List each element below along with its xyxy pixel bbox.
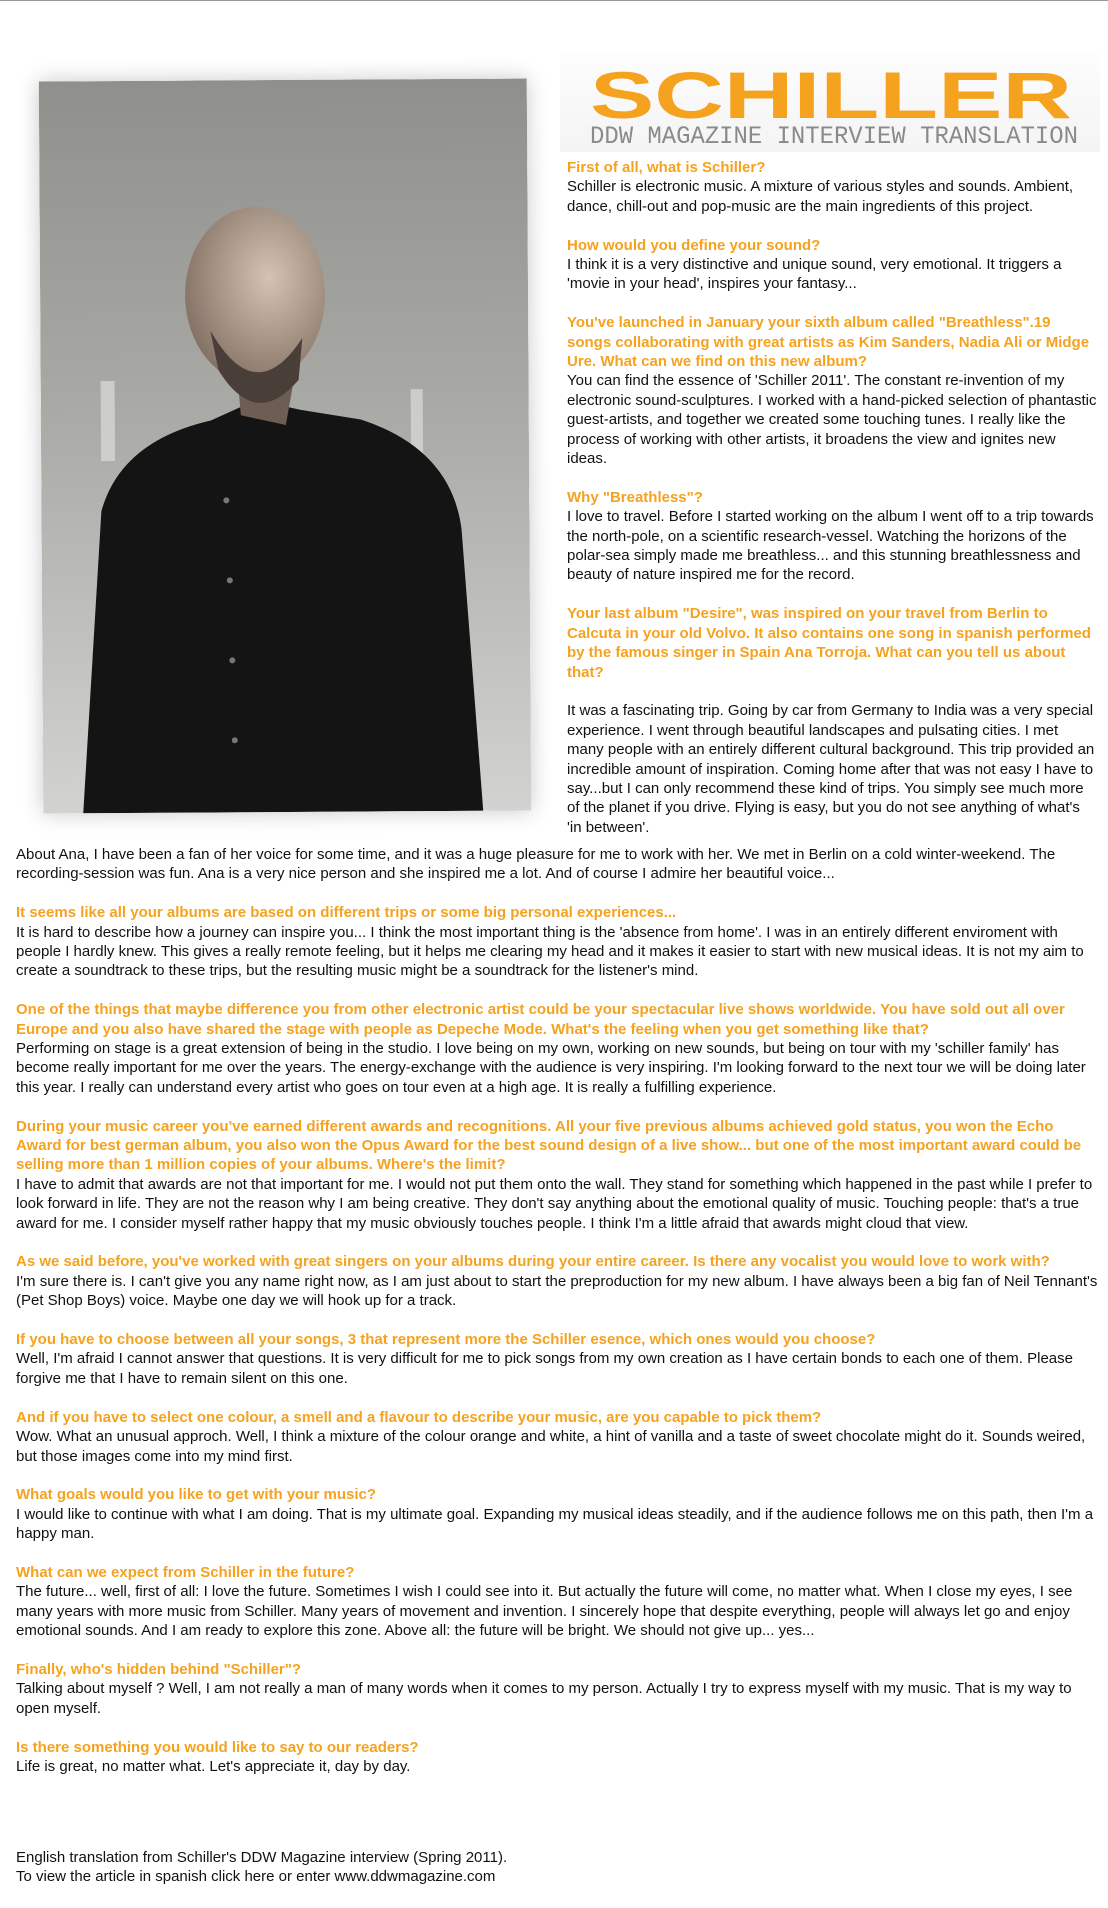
logo-subtitle: DDW MAGAZINE INTERVIEW TRANSLATION	[590, 122, 1078, 151]
schiller-logo-header	[560, 52, 1100, 152]
answer: You can find the essence of 'Schiller 2011'. The constant re-invention of my electronic sound-sculptures. I worked with a hand-picked selection of phantastic guest-artists, and together we created some touching tunes. I really like the process of working with other artists, it broadens the view and ignites new ideas.	[567, 372, 1097, 468]
question: During your music career you've earned different awards and recognitions. All your five previous albums achieved gold status, you won the Echo Award for best german album, you also won the Opus Award for the best sound design of a live show... but one of the most important award could be selling more than 1 million copies of your albums. Where's the limit?	[16, 1117, 1082, 1174]
question: It seems like all your albums are based on different trips or some big personal experiences...	[16, 904, 677, 922]
answer: I have to admit that awards are not that important for me. I would not put them onto the wall. They stand for something which happened in the past while I prefer to look forward in life. They are not the reason why I am being creative. They don't say anything about the emotional quality of music. Touching people: that's a true award for me. I consider myself rather happy that my music obviously touches people. I think I'm a little afraid that awards might cloud that view.	[16, 1175, 1093, 1232]
answer: The future... well, first of all: I love the future. Sometimes I wish I could see into it. But actually the future will come, no matter what. When I close my eyes, I see many years with more music from Schiller. Many years of movement and invention. I sincerely hope that despite everything, people will always let go and enjoy emotional sounds. And I am ready to explore this zone. Above all: the future will be bright. We should not give up... yes...	[16, 1583, 1073, 1640]
footer-link-line	[16, 1867, 1016, 1886]
answer: I love to travel. Before I started working on the album I went off to a trip towards the north-pole, on a scientific research-vessel. Watching the horizons of the polar-sea simply made me breathless... and this stunning breathlessness and beauty of nature inspired me for the record.	[567, 508, 1094, 584]
question: Your last album "Desire", was inspired on your travel from Berlin to Calcuta in your old Volvo. It also contains one song in spanish performed by the famous singer in Spain Ana Torroja. What can you tell us about that?	[567, 605, 1091, 681]
top-border	[0, 0, 1108, 1]
answer: Well, I'm afraid I cannot answer that questions. It is very difficult for me to pick songs from my own creation as I have certain bonds to each one of them. Please forgive me that I have to remain silent on this one.	[16, 1350, 1073, 1387]
question: What can we expect from Schiller in the future?	[16, 1563, 355, 1581]
footer	[16, 1848, 1016, 1887]
answer: Schiller is electronic music. A mixture of various styles and sounds. Ambient, dance, chill-out and pop-music are the main ingredients of this project.	[567, 178, 1074, 215]
footer-text: To view the article in spanish	[16, 1868, 212, 1886]
question: As we said before, you've worked with great singers on your albums during your entire career. Is there any vocalist you would love to work with?	[16, 1253, 1050, 1271]
portrait-image	[39, 79, 531, 814]
answer: Life is great, no matter what. Let's appreciate it, day by day.	[16, 1757, 411, 1775]
answer: It is hard to describe how a journey can inspire you... I think the most important thing is the 'absence from home'. I was in an entirely different enviroment with people I hardly knew. This gives a really remote feeling, but it helps me clearing my head and it makes it easier to start with new musical ideas. It is not my aim to create a soundtrack to these trips, but the resulting music might be a soundtrack for the listener's mind.	[16, 923, 1084, 980]
question: You've launched in January your sixth album called "Breathless".19 songs collaborating with great artists as Kim Sanders, Nadia Ali or Midge Ure. What can we find on this new album?	[567, 314, 1090, 371]
answer: It was a fascinating trip. Going by car from Germany to India was a very special experience. I went through beautiful landscapes and pulsating cities. I met many people with an entirely different cultural background. This trip provided an incredible amount of inspiration. Coming home after that was not easy I have to say...but I can only recommend these kind of trips. You simply see much more of the planet if you drive. Flying is easy, but you do not see anything of what's 'in between'.	[567, 702, 1095, 836]
question: How would you define your sound?	[567, 236, 821, 254]
question: Finally, who's hidden behind "Schiller"?	[16, 1660, 302, 1678]
question: One of the things that maybe difference you from other electronic artist could be your spectacular live shows worldwide. You have sold out all over Europe and you also have shared the stage with people as Depeche Mode. What's the feeling when you get something like that?	[16, 1001, 1065, 1038]
full-width-interview	[16, 845, 1102, 1796]
answer: I think it is a very distinctive and unique sound, very emotional. It triggers a 'movie in your head', inspires your fantasy...	[567, 256, 1062, 293]
answer: I'm sure there is. I can't give you any name right now, as I am just about to start the preproduction for my new album. I have always been a big fan of Neil Tennant's (Pet Shop Boys) voice. Maybe one day we will hook up for a track.	[16, 1272, 1098, 1310]
question: And if you have to select one colour, a smell and a flavour to describe your music, are you capable to pick them?	[16, 1408, 822, 1426]
question: If you have to choose between all your songs, 3 that represent more the Schiller esence, which ones would you choose?	[16, 1331, 876, 1349]
question: What goals would you like to get with your music?	[16, 1486, 377, 1504]
answer: Talking about myself ? Well, I am not really a man of many words when it comes to my person. Actually I try to express myself with my music. That is my way to open myself.	[16, 1680, 1072, 1717]
click-here-link[interactable]: click here	[211, 1868, 275, 1886]
ddw-magazine-link[interactable]: www.ddwmagazine.com	[334, 1868, 496, 1886]
right-column-interview	[567, 158, 1097, 857]
answer: I would like to continue with what I am doing. That is my ultimate goal. Expanding my musical ideas steadily, and if the audience follows me on this path, then I'm a happy man.	[16, 1505, 1094, 1543]
answer-continuation: About Ana, I have been a fan of her voice for some time, and it was a huge pleasure for me to work with her. We met in Berlin on a cold winter-weekend. The recording-session was fun. Ana is a very nice person and she inspired me a lot. And of course I admire her beautiful voice...	[16, 846, 1056, 883]
question: First of all, what is Schiller?	[567, 159, 766, 176]
footer-text: or enter	[274, 1868, 335, 1886]
answer: Wow. What an unusual approch. Well, I think a mixture of the colour orange and white, a hint of vanilla and a taste of sweet chocolate might do it. Sounds weired, but those images come into my mind first.	[16, 1428, 1086, 1465]
footer-credit: English translation from Schiller's DDW Magazine interview (Spring 2011).	[16, 1849, 508, 1866]
artist-photo	[39, 79, 531, 814]
question: Is there something you would like to say to our readers?	[16, 1738, 419, 1756]
answer: Performing on stage is a great extension of being in the studio. I love being on my own, working on new sounds, but being on tour with my 'schiller family' has become really important for me over the years. The energy-exchange with the audience is very inspiring. I'm looking forward to the next tour we will be doing later this year. I really can understand every artist who goes on tour even at a high age. It is really a fulfilling experience.	[16, 1040, 1086, 1096]
question: Why "Breathless"?	[567, 488, 703, 506]
logo-title: SCHILLER	[590, 58, 1072, 132]
